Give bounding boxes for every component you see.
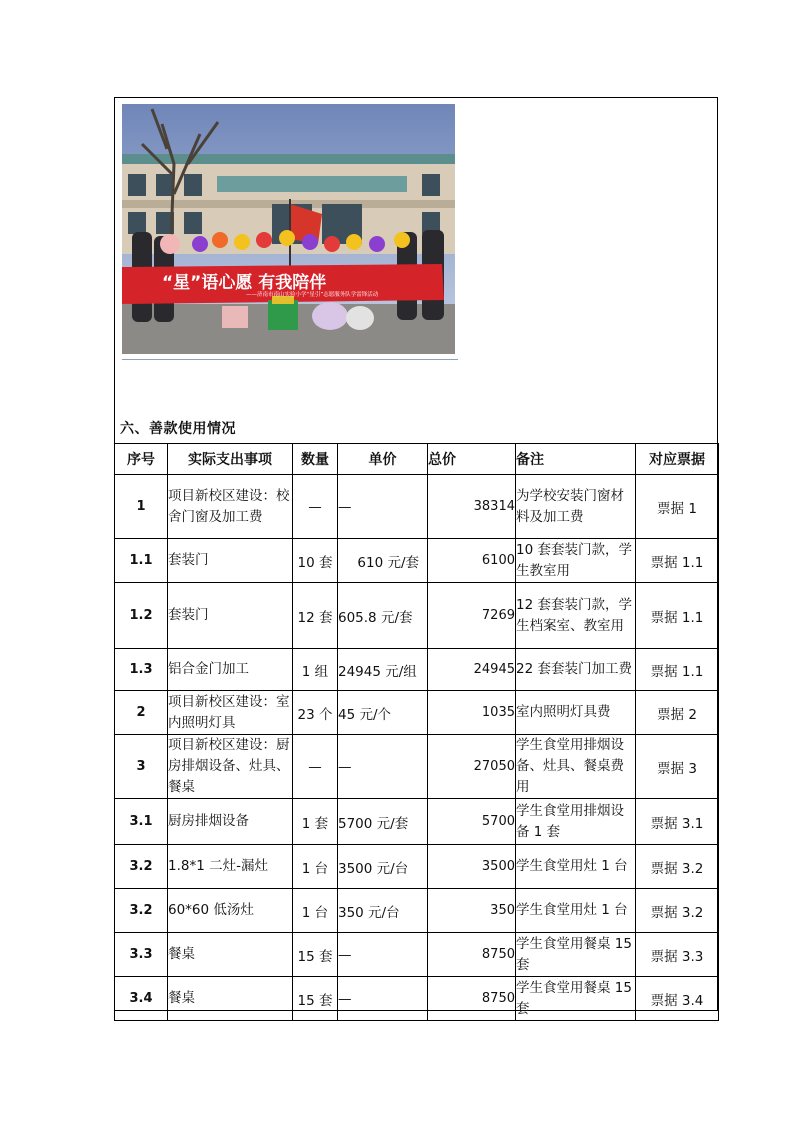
table-row — [115, 735, 719, 799]
cell-total: 6100 — [428, 539, 516, 583]
cell-item: 项目新校区建设：校舍门窗及加工费 — [168, 475, 293, 539]
cell-price: 5700 元/套 — [338, 799, 428, 845]
cell-note: 学生食堂用灶 1 台 — [516, 889, 636, 933]
cell-price: — — [338, 933, 428, 977]
cell-price: 45 元/个 — [338, 691, 428, 735]
cell-total: 5700 — [428, 799, 516, 845]
cell-price: 3500 元/台 — [338, 845, 428, 889]
cell-note: 22 套套装门加工费 — [516, 649, 636, 691]
table-row — [115, 475, 719, 539]
photo-divider — [122, 359, 458, 360]
cell-ticket: 票据 1.1 — [636, 649, 719, 691]
cell-item: 厨房排烟设备 — [168, 799, 293, 845]
group-photo — [122, 104, 455, 354]
cell-qty: 12 套 — [293, 583, 338, 649]
cell-total: 24945 — [428, 649, 516, 691]
header-item: 实际支出事项 — [168, 444, 293, 475]
cell-qty: 23 个 — [293, 691, 338, 735]
cell-item: 1.8*1 二灶-漏灶 — [168, 845, 293, 889]
cell-qty: 1 台 — [293, 889, 338, 933]
cell-ticket: 票据 1.1 — [636, 539, 719, 583]
cell-note: 学生食堂用排烟设备 1 套 — [516, 799, 636, 845]
table-row — [115, 799, 719, 845]
cell-total: 8750 — [428, 933, 516, 977]
cell-item: 铝合金门加工 — [168, 649, 293, 691]
cell-total: 8750 — [428, 977, 516, 1021]
header-qty: 数量 — [293, 444, 338, 475]
cell-ticket: 票据 3.3 — [636, 933, 719, 977]
cell-qty: 1 台 — [293, 845, 338, 889]
cell-note: 学生食堂用餐桌 15 套 — [516, 977, 636, 1021]
banner-title: “星”语心愿 有我陪伴 — [162, 273, 327, 293]
cell-note: 12 套套装门款，学生档案室、教室用 — [516, 583, 636, 649]
cell-note: 室内照明灯具费 — [516, 691, 636, 735]
cell-qty: 10 套 — [293, 539, 338, 583]
cell-total: 7269 — [428, 583, 516, 649]
cell-no: 3.2 — [115, 845, 168, 889]
cell-no: 3.4 — [115, 977, 168, 1021]
header-price: 单价 — [338, 444, 428, 475]
cell-no: 1 — [115, 475, 168, 539]
cell-item: 餐桌 — [168, 977, 293, 1021]
cell-price: 24945 元/组 — [338, 649, 428, 691]
cell-total: 1035 — [428, 691, 516, 735]
cell-item: 套装门 — [168, 539, 293, 583]
cell-price: — — [338, 475, 428, 539]
cell-qty: 15 套 — [293, 933, 338, 977]
cell-no: 3.2 — [115, 889, 168, 933]
cell-total: 350 — [428, 889, 516, 933]
cell-item: 餐桌 — [168, 933, 293, 977]
cell-qty: — — [293, 475, 338, 539]
cell-ticket: 票据 3.2 — [636, 889, 719, 933]
cell-total: 27050 — [428, 735, 516, 799]
cell-price: — — [338, 977, 428, 1021]
cell-item: 项目新校区建设：厨房排烟设备、灶具、餐桌 — [168, 735, 293, 799]
cell-qty: 1 套 — [293, 799, 338, 845]
cell-ticket: 票据 3.1 — [636, 799, 719, 845]
table-header-row — [115, 444, 719, 475]
cell-no: 1.1 — [115, 539, 168, 583]
cell-note: 学生食堂用排烟设备、灶具、餐桌费用 — [516, 735, 636, 799]
cell-ticket: 票据 3.2 — [636, 845, 719, 889]
cell-note: 学生食堂用餐桌 15 套 — [516, 933, 636, 977]
cell-qty: — — [293, 735, 338, 799]
cell-ticket: 票据 1 — [636, 475, 719, 539]
header-total: 总价 — [428, 444, 516, 475]
cell-price: — — [338, 735, 428, 799]
table-row — [115, 845, 719, 889]
group-photo-illustration — [122, 104, 455, 354]
cell-ticket: 票据 1.1 — [636, 583, 719, 649]
cell-note: 学生食堂用灶 1 台 — [516, 845, 636, 889]
cell-note: 10 套套装门款，学生教室用 — [516, 539, 636, 583]
cell-qty: 15 套 — [293, 977, 338, 1021]
cell-item: 项目新校区建设：室内照明灯具 — [168, 691, 293, 735]
table-row — [115, 933, 719, 977]
cell-ticket: 票据 3.4 — [636, 977, 719, 1021]
cell-no: 1.2 — [115, 583, 168, 649]
cell-price: 605.8 元/套 — [338, 583, 428, 649]
cell-no: 3.3 — [115, 933, 168, 977]
header-ticket: 对应票据 — [636, 444, 719, 475]
cell-note: 为学校安装门窗材料及加工费 — [516, 475, 636, 539]
table-row — [115, 649, 719, 691]
cell-item: 60*60 低汤灶 — [168, 889, 293, 933]
cell-price: 350 元/台 — [338, 889, 428, 933]
cell-no: 2 — [115, 691, 168, 735]
cell-qty: 1 组 — [293, 649, 338, 691]
expense-table — [114, 443, 719, 1021]
table-row — [115, 977, 719, 1021]
section-title: 六、善款使用情况 — [120, 421, 236, 437]
header-note: 备注 — [516, 444, 636, 475]
cell-item: 套装门 — [168, 583, 293, 649]
cell-ticket: 票据 3 — [636, 735, 719, 799]
table-row — [115, 889, 719, 933]
cell-no: 3.1 — [115, 799, 168, 845]
cell-total: 38314 — [428, 475, 516, 539]
cell-no: 1.3 — [115, 649, 168, 691]
cell-ticket: 票据 2 — [636, 691, 719, 735]
banner-subtitle: ——济南市南山实验小学“星引”志愿服务队学雷锋活动 — [246, 292, 379, 298]
table-row — [115, 583, 719, 649]
cell-no: 3 — [115, 735, 168, 799]
table-row — [115, 539, 719, 583]
table-row — [115, 691, 719, 735]
header-no: 序号 — [115, 444, 168, 475]
cell-total: 3500 — [428, 845, 516, 889]
cell-price: 610 元/套 — [338, 539, 428, 583]
